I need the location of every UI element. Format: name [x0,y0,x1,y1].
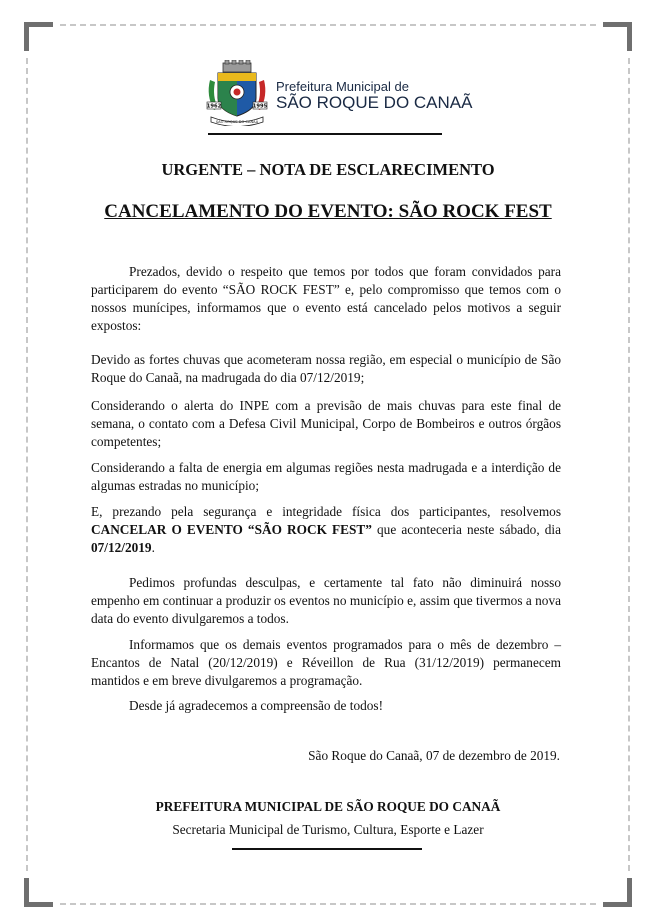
paragraph-thanks: Desde já agradecemos a compreensão de todos! [129,698,384,713]
frame-edge-right [628,58,630,871]
header-divider [208,133,442,135]
date-line: São Roque do Canaã, 07 de dezembro de 2019. [308,748,560,763]
paragraph-intro: Prezados, devido o respeito que temos por todos que foram convidados para participarem do evento “SÃO ROCK FEST” e, pelo compromisso que temos com o nossos munícipes, informamos que o evento está cancelado pelos motivos a seguir expostos: [91,264,561,333]
letterhead [206,60,473,130]
paragraph-power-outage: Considerando a falta de energia em algumas regiões nesta madrugada e a interdição de algumas estradas no município; [91,460,561,493]
frame-edge-bottom [60,903,596,905]
footer-organization: PREFEITURA MUNICIPAL DE SÃO ROQUE DO CANAÃ [155,799,501,814]
paragraph-cancellation [91,503,561,557]
crest-left-year: 1962 [206,103,222,110]
cancellation-mid: que aconteceria neste sábado, dia [377,522,561,537]
cancellation-bold-event: CANCELAR O EVENTO “SÃO ROCK FEST” [91,522,372,537]
crest-right-year: 1995 [252,103,268,110]
brand-line-1: Prefeitura Municipal de [276,79,409,94]
crest-ribbon-text: SÃO ROQUE DO CANAÃ [215,120,259,124]
urgent-title: URGENTE – NOTA DE ESCLARECIMENTO [161,160,495,179]
cancellation-end: . [151,540,155,555]
footer-department: Secretaria Municipal de Turismo, Cultura, Esporte e Lazer [172,822,484,837]
paragraph-other-events: Informamos que os demais eventos programados para o mês de dezembro – Encantos de Natal (20/12/2019) e Réveillon de Rua (31/12/2019) permanecem mantidos e em breve divulgaremos a programação. [91,637,561,688]
frame-corner-bottom-right [603,878,632,907]
frame-corner-top-left [24,22,53,51]
cancellation-bold-date: 07/12/2019 [91,540,152,555]
paragraph-apology: Pedimos profundas desculpas, e certamente tal fato não diminuirá nosso empenho em continuar a produzir os eventos no município e, assim que tivermos a nova data do evento divulgaremos a todos. [91,575,561,626]
cancellation-lead: E, prezando pela segurança e integridade física dos participantes, resolvemos [91,504,561,519]
paragraph-rain: Devido as fortes chuvas que acometeram nossa região, em especial o município de São Roque do Canaã, na madrugada do dia 07/12/2019; [91,352,561,385]
frame-edge-left [26,58,28,871]
frame-corner-bottom-left [24,878,53,907]
footer-divider [232,848,422,850]
cancellation-title: CANCELAMENTO DO EVENTO: SÃO ROCK FEST [104,201,552,222]
brand-line-2: SÃO ROQUE DO CANAÃ [276,93,473,112]
municipal-crest-icon [206,60,268,126]
paragraph-inpe-alert: Considerando o alerta do INPE com a previsão de mais chuvas para este final de semana, o contato com a Defesa Civil Municipal, Corpo de Bombeiros e outros órgãos competentes; [91,398,561,449]
frame-edge-top [60,24,596,26]
frame-corner-top-right [603,22,632,51]
